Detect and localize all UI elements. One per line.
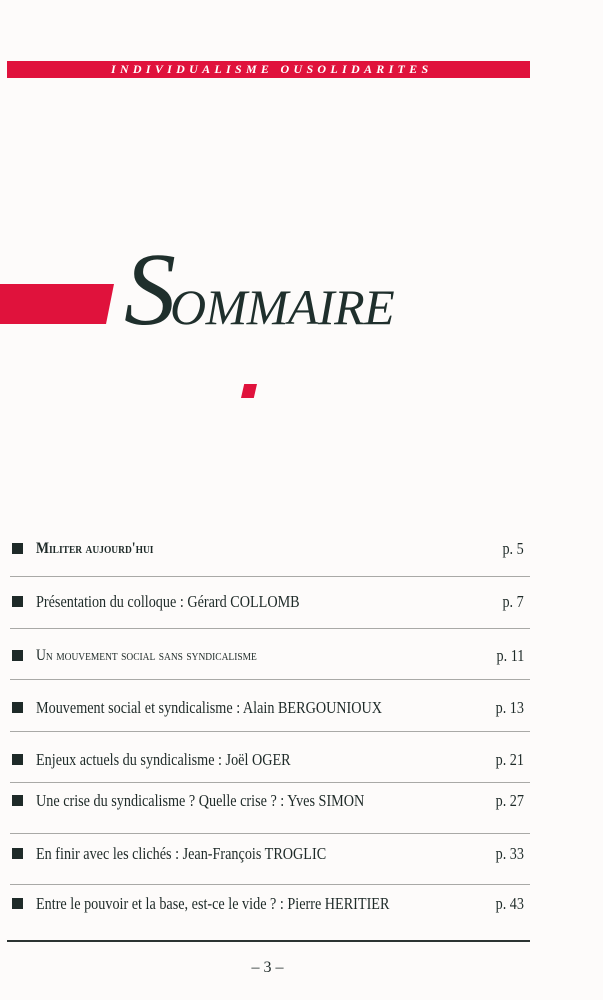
square-bullet-icon	[12, 754, 23, 765]
toc-item[interactable]	[12, 790, 524, 814]
separator	[10, 884, 530, 885]
header-band	[7, 61, 530, 78]
square-bullet-icon	[12, 650, 23, 661]
toc-item-label: Un mouvement social sans syndicalisme	[36, 647, 257, 664]
toc-item-label: Militer aujourd'hui	[36, 540, 154, 557]
square-bullet-icon	[12, 543, 23, 554]
toc-item[interactable]	[12, 538, 524, 562]
toc-item[interactable]	[12, 591, 524, 615]
toc-item-label: Mouvement social et syndicalisme : Alain BERGOUNIOUX	[36, 698, 383, 717]
page-number: – 3 –	[251, 959, 284, 976]
title-rest: OMMAIRE	[170, 279, 395, 335]
toc-item-label: Enjeux actuels du syndicalisme : Joël OGER	[36, 750, 291, 769]
toc-item-page: p. 43	[495, 894, 524, 913]
square-bullet-icon	[12, 596, 23, 607]
separator	[10, 679, 530, 680]
square-bullet-icon	[12, 795, 23, 806]
toc-item[interactable]	[12, 843, 524, 867]
header-band-text: INDIVIDUALISME OUSOLIDARITES	[111, 62, 433, 76]
toc-item-page: p. 13	[495, 698, 524, 717]
toc-item[interactable]	[12, 697, 524, 721]
red-accent-square	[241, 384, 257, 398]
page-title	[124, 232, 395, 347]
separator	[10, 782, 530, 783]
toc-item-page: p. 11	[496, 646, 524, 665]
toc-item-page: p. 5	[502, 539, 524, 558]
toc-item-label: Une crise du syndicalisme ? Quelle crise ? : Yves SIMON	[36, 791, 365, 810]
toc-item-page: p. 21	[495, 750, 524, 769]
square-bullet-icon	[12, 898, 23, 909]
toc-item-label: Présentation du colloque : Gérard COLLOMB	[36, 592, 300, 611]
toc-item-page: p. 7	[502, 592, 524, 611]
toc-item-page: p. 33	[495, 844, 524, 863]
red-accent-bar	[0, 284, 114, 324]
separator	[10, 731, 530, 732]
square-bullet-icon	[12, 702, 23, 713]
bottom-rule	[7, 940, 530, 942]
toc-item[interactable]	[12, 893, 524, 917]
separator	[10, 576, 530, 577]
toc-item-label: En finir avec les clichés : Jean-François TROGLIC	[36, 844, 327, 863]
separator	[10, 833, 530, 834]
title-initial: S	[124, 232, 170, 347]
separator	[10, 628, 530, 629]
square-bullet-icon	[12, 848, 23, 859]
toc-item[interactable]	[12, 749, 524, 773]
toc-item-label: Entre le pouvoir et la base, est-ce le vide ? : Pierre HERITIER	[36, 894, 390, 913]
toc-item-page: p. 27	[495, 791, 524, 810]
toc-item[interactable]	[12, 645, 524, 669]
